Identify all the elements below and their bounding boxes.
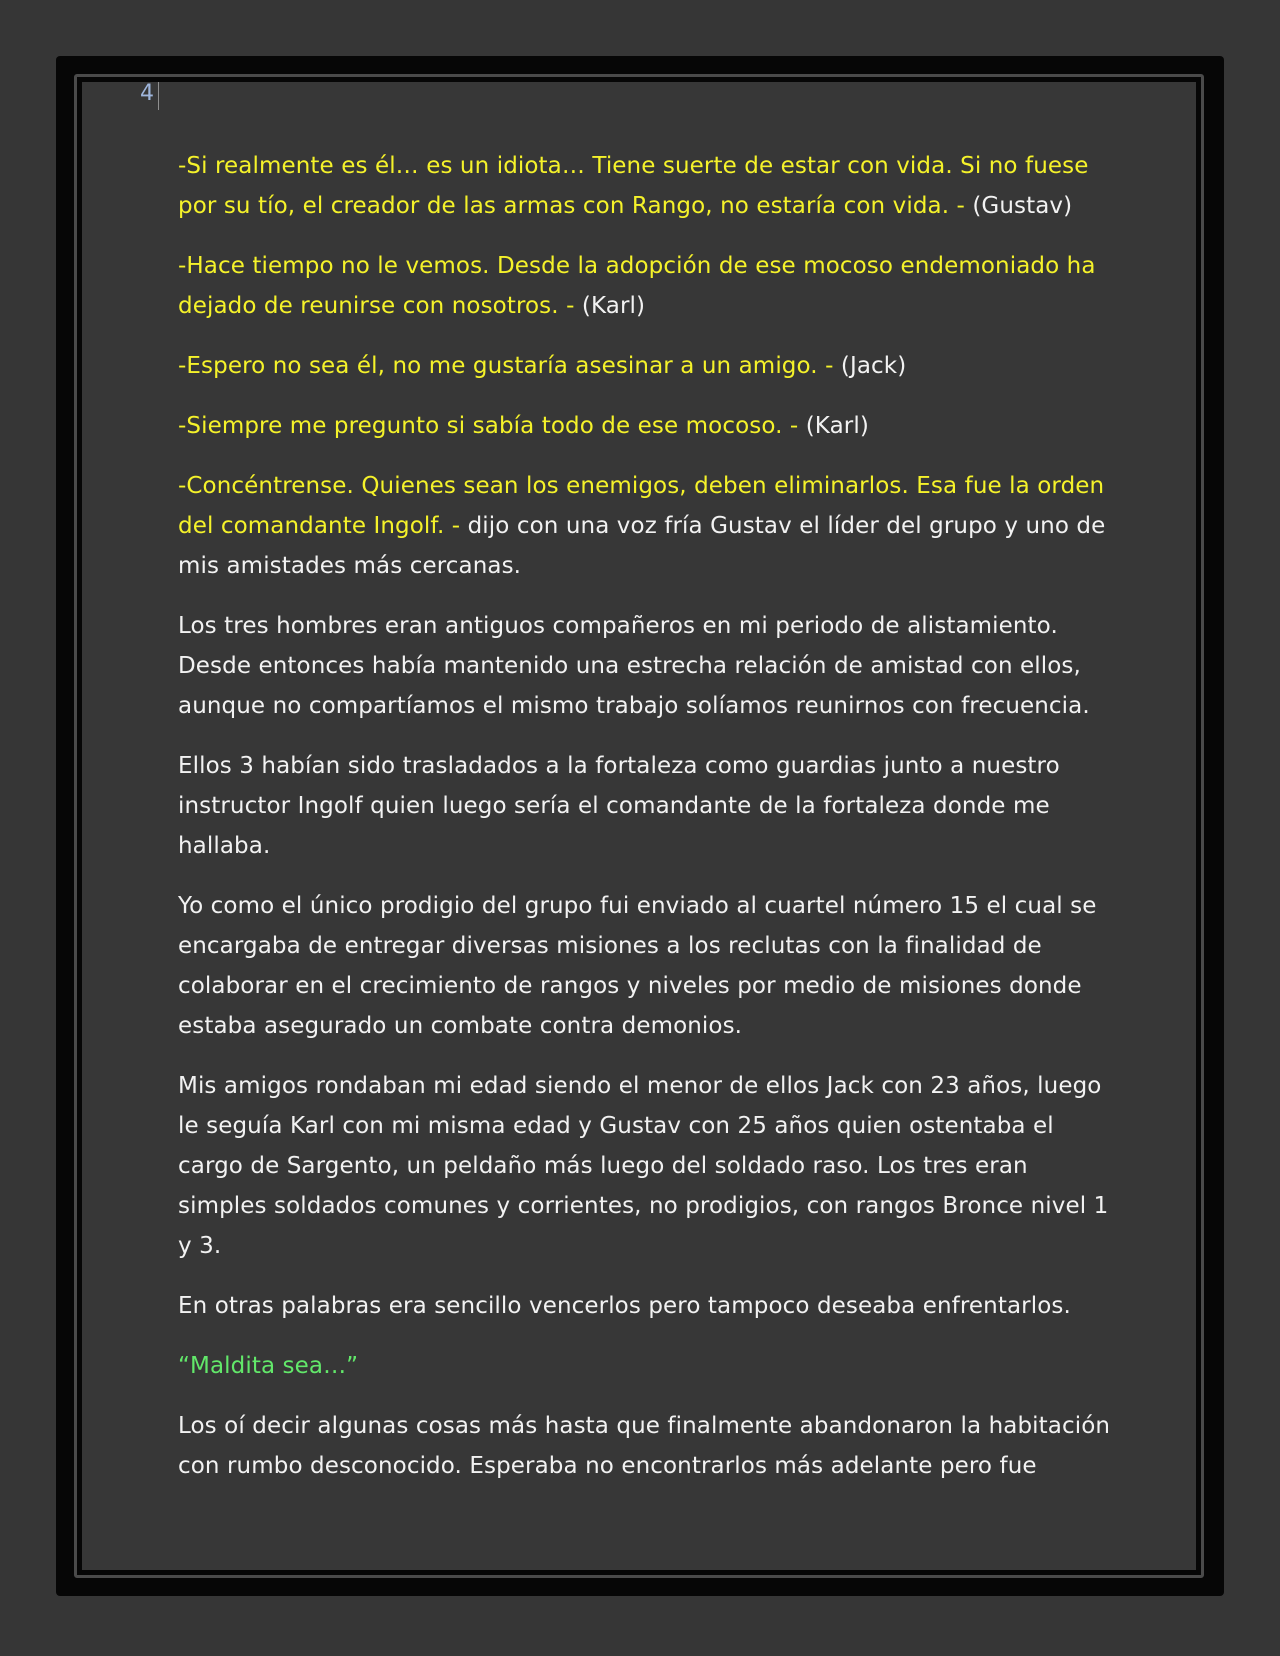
dialogue-paragraph — [178, 406, 1116, 446]
dialogue-speech: -Si realmente es él… es un idiota… Tiene suerte de estar con vida. Si no fuese por su tío, el creador de las armas con Rango, no estaría con vida. - — [178, 153, 1089, 219]
dialogue-paragraph — [178, 246, 1116, 326]
dialogue-tag: (Jack) — [833, 353, 907, 379]
dialogue-paragraph — [178, 466, 1116, 586]
narration-paragraph: Yo como el único prodigio del grupo fui enviado al cuartel número 15 el cual se encargaba de entregar diversas misiones a los reclutas con la finalidad de colaborar en el crecimiento de rangos y niveles por medio de misiones donde estaba asegurado un combate contra demonios. — [178, 893, 1097, 1039]
text-body — [178, 146, 1116, 1506]
narration-paragraph: Ellos 3 habían sido trasladados a la fortaleza como guardias junto a nuestro instructor Ingolf quien luego sería el comandante de la fortaleza donde me hallaba. — [178, 753, 1060, 859]
dialogue-speech: -Hace tiempo no le vemos. Desde la adopción de ese mocoso endemoniado ha dejado de reunirse con nosotros. - — [178, 253, 1096, 319]
document-page — [82, 82, 1196, 1570]
dialogue-tag: (Gustav) — [964, 193, 1073, 219]
narration-paragraph: Los tres hombres eran antiguos compañeros en mi periodo de alistamiento. Desde entonces había mantenido una estrecha relación de amistad con ellos, aunque no compartíamos el mismo trabajo solíamos reunirnos con frecuencia. — [178, 613, 1090, 719]
dialogue-paragraph — [178, 146, 1116, 226]
inner-thought: “Maldita sea…” — [178, 1353, 359, 1379]
dialogue-speech: -Espero no sea él, no me gustaría asesinar a un amigo. - — [178, 353, 834, 379]
closing-paragraph: Los oí decir algunas cosas más hasta que finalmente abandonaron la habitación con rumbo desconocido. Esperaba no encontrarlos más adelante pero fue — [178, 1413, 1111, 1479]
narration-paragraph: En otras palabras era sencillo vencerlos pero tampoco deseaba enfrentarlos. — [178, 1293, 1071, 1319]
dialogue-speech: -Siempre me pregunto si sabía todo de ese mocoso. - — [178, 413, 799, 439]
dialogue-paragraph — [178, 346, 1116, 386]
dialogue-tag: (Karl) — [574, 293, 646, 319]
dialogue-speech: -Concéntrense. Quienes sean los enemigos, deben eliminarlos. Esa fue la orden del comandante Ingolf. - — [178, 473, 1105, 539]
dialogue-tag: (Karl) — [798, 413, 869, 439]
dialogue-tag: dijo con una voz fría Gustav el líder del grupo y uno de mis amistades más cercanas. — [178, 513, 1106, 579]
narration-paragraph: Mis amigos rondaban mi edad siendo el menor de ellos Jack con 23 años, luego le seguía Karl con mi misma edad y Gustav con 25 años quien ostentaba el cargo de Sargento, un peldaño más luego del soldado raso. Los tres eran simples soldados comunes y corrientes, no prodigios, con rangos Bronce nivel 1 y 3. — [178, 1073, 1109, 1259]
page-number: 4 — [140, 82, 159, 110]
